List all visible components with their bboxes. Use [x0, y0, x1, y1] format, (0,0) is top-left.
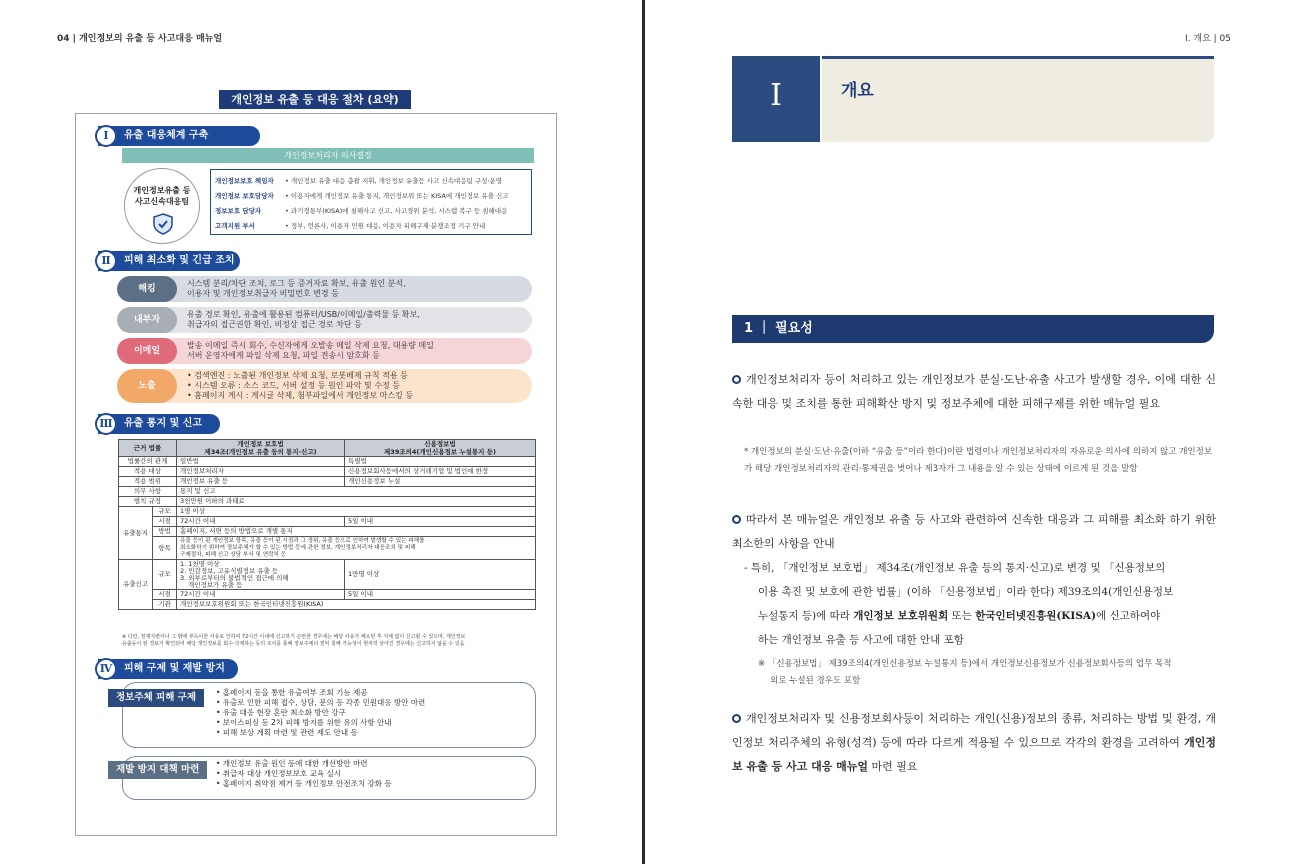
prevent-tag: 재발 방지 대책 마련 — [108, 761, 207, 779]
footnote-1: * 개인정보의 분실·도난·유출(이하 “유출 등”이라 한다)이란 법령이나 개인정보처리자의 자유로운 의사에 의하지 않고 개인정보가 해당 개인정보처리자의 관리·통제권을 벗어나 제3자가 그 내용을 알 수 있는 상태에 이르게 된 것을 말함 — [744, 447, 1213, 474]
relief-list — [216, 688, 425, 738]
table-cell — [177, 537, 536, 560]
pill-text — [177, 371, 413, 401]
note-line: 외로 누설된 경우도 포함 — [770, 676, 861, 686]
table-cell: 법률간의 관계 — [119, 457, 177, 467]
role-name: 개인정보보호 책임자 — [215, 177, 274, 185]
cell-line: 개인정보가 유출 등 — [188, 580, 243, 589]
table-row — [119, 477, 536, 487]
table-cell: 적용 대상 — [119, 467, 177, 477]
table-cell: 항목 — [153, 537, 177, 560]
page-gutter — [642, 0, 645, 864]
table-row — [119, 440, 536, 457]
list-item: • 개인정보 유출 원인 등에 대한 개선방안 마련 — [216, 759, 368, 768]
table-cell: 개인정보 유출 등 — [177, 477, 345, 487]
paragraph-text: 따라서 본 매뉴얼은 개인정보 유출 등 사고와 관련하여 신속한 대응과 그 피해를 최소화 하기 위한 최소한의 사항을 안내 — [732, 513, 1216, 550]
table-header: 근거 법률 — [119, 440, 177, 457]
dash-line: 하는 개인정보 유출 등 사고에 대한 안내 포함 — [758, 634, 964, 646]
table-cell: 3천만원 이하의 과태료 — [177, 497, 536, 507]
table-cell: 시점 — [153, 590, 177, 600]
section3-title: 유출 통지 및 신고 — [124, 418, 203, 429]
table-cell: 통지 및 신고 — [177, 487, 536, 497]
cell-line: 유출 등이 된 개인정보 항목, 유출 등이 된 시점과 그 경위, 유출 등으로 인하여 발생할 수 있는 피해를 — [180, 537, 425, 544]
role-desc: • 과기정통부(KISA)에 침해사고 신고, 사고경위 분석, 시스템 복구 등 침해대응 — [285, 207, 508, 215]
circle-bullet-icon — [732, 714, 741, 723]
pill-exposure — [117, 369, 532, 403]
pill-label: 노출 — [117, 369, 177, 403]
table-cell: 규모 — [153, 560, 177, 590]
dash-text: 에 신고하여야 — [1096, 610, 1161, 622]
table-cell: 일반법 — [177, 457, 345, 467]
role-row — [215, 188, 527, 203]
table-row — [119, 487, 536, 497]
list-item: • 피해 보상 계획 마련 및 관련 제도 안내 등 — [216, 728, 358, 737]
table-row — [119, 537, 536, 560]
table-cell: 벌칙 규정 — [119, 497, 177, 507]
table-cell: 유출통지 — [119, 507, 153, 560]
table-cell: 시점 — [153, 517, 177, 527]
note-line: ※ 「신용정보법」 제39조의4(개인신용정보 누설통지 등)에서 개인정보신용정보가 신용정보회사등의 업무 목적 — [758, 659, 1172, 669]
prevent-list — [216, 759, 392, 789]
paragraph-text: 개인정보처리자 및 신용정보회사등이 처리하는 개인(신용)정보의 종류, 처리하는 방법 및 환경, 개인정보 처리주체의 유형(성격) 등에 따라 다르게 적용될 수 있으므로 각각의 환경을 고려하여 — [732, 712, 1216, 749]
dash-bold: 한국인터넷진흥원(KISA) — [975, 610, 1097, 622]
cell-line: 3. 외부로부터의 불법적인 접근에 의해 — [180, 573, 289, 582]
table-cell: 72시간 이내 — [177, 590, 345, 600]
table-cell: 신용정보회사등에서의 상거래기업 및 법인에 한정 — [345, 467, 536, 477]
circle-bullet-icon — [732, 515, 741, 524]
dash-line — [744, 604, 1216, 628]
role-row — [215, 173, 527, 188]
running-head-left: 04 | 개인정보의 유출 등 사고대응 매뉴얼 — [57, 34, 223, 44]
cell-line: 구제절차, 피해 신고 상담 부서 및 연락처 등 — [180, 551, 287, 558]
table-row — [119, 467, 536, 477]
role-name: 고객지원 부서 — [215, 222, 255, 230]
table-row — [119, 560, 536, 590]
table-cell: 5일 이내 — [345, 517, 536, 527]
chapter-title: 개요 — [841, 81, 874, 101]
note-line: ※ 다만, 천재지변이나 그 밖에 부득이한 사유로 인하여 72시간 이내에 신고하기 곤란한 경우에는 해당 사유가 해소된 후 지체 없이 신고할 수 있으며, 개인정보 — [122, 634, 466, 640]
pill-label: 이메일 — [117, 338, 177, 364]
role-name: 정보보호 담당자 — [215, 207, 262, 215]
table-cell: 유출신고 — [119, 560, 153, 610]
section1-header — [98, 126, 260, 146]
table-row — [119, 590, 536, 600]
section1-title: 유출 대응체계 구축 — [124, 130, 209, 141]
table-cell: 기관 — [153, 600, 177, 610]
section-title-bar: 1 ｜ 필요성 — [732, 315, 1214, 343]
table-cell: 개인신용정보 누설 — [345, 477, 536, 487]
list-item: • 유출 대응 현장 혼란 최소화 방안 강구 — [216, 708, 346, 717]
pill-line: 유출 경로 확인, 유출에 활용된 컴퓨터/USB/이메일/출력물 등 확보, — [187, 310, 420, 319]
right-page — [646, 0, 1291, 864]
response-team-circle — [124, 168, 200, 244]
section1-number: Ⅰ — [95, 125, 117, 147]
list-item: • 홈페이지 취약점 제거 등 개인정보 안전조치 강화 등 — [216, 779, 392, 788]
pill-line: • 홈페이지 게시 : 게시글 삭제, 첨부파일에서 개인정보 마스킹 등 — [187, 391, 414, 400]
pill-text — [177, 341, 434, 361]
response-team-line1: 개인정보유출 등 — [133, 186, 191, 195]
role-desc: • 정부, 언론사, 이용자 민원 대응, 이용자 피해구제·분쟁조정 기구 안내 — [285, 222, 486, 230]
header-line: 개인정보 보호법 — [237, 440, 284, 448]
list-item: • 취급자 대상 개인정보보호 교육 실시 — [216, 769, 342, 778]
table-row — [119, 600, 536, 610]
paragraph-3 — [732, 707, 1216, 779]
pill-line: 서버 운영자에게 파일 삭제 요청, 파일 전송시 암호화 등 — [187, 351, 380, 360]
role-desc: • 개인정보 유출 대응 총괄 지휘, 개인정보 유출등 사고 신속대응팀 구성·운영 — [285, 177, 502, 185]
dash-text: 또는 — [948, 610, 976, 622]
table-cell — [177, 560, 345, 590]
table-row — [119, 517, 536, 527]
cell-line: 1. 1천명 이상 — [180, 559, 220, 568]
pill-line: • 검색엔진 : 노출된 개인정보 삭제 요청, 로봇배제 규칙 적용 등 — [187, 371, 408, 380]
table-cell: 방법 — [153, 527, 177, 537]
pill-text — [177, 310, 420, 330]
left-page — [0, 0, 643, 864]
role-row — [215, 203, 527, 218]
role-row — [215, 218, 527, 233]
pill-insider — [117, 307, 532, 333]
role-name: 개인정보 보호담당자 — [215, 192, 274, 200]
dash-line: - 특히, 「개인정보 보호법」 제34조(개인정보 유출 등의 통지·신고)로 변경 및 「신용정보의 — [744, 562, 1166, 574]
dash-line: 이용 촉진 및 보호에 관한 법률」(이하 「신용정보법」이라 한다) 제39조의4(개인신용정보 — [758, 586, 1174, 598]
chapter-number: Ⅰ — [732, 56, 820, 142]
shield-icon — [152, 213, 174, 235]
pill-hacking — [117, 276, 532, 302]
list-item: • 유출로 인한 피해 접수, 상담, 문의 등 각종 민원대응 방안 마련 — [216, 698, 426, 707]
summary-title: 개인정보 유출 등 대응 절차 (요약) — [219, 90, 411, 109]
section3-header — [98, 414, 220, 434]
table-header — [177, 440, 345, 457]
list-item: • 홈페이지 등을 통한 유출여부 조회 기능 제공 — [216, 688, 368, 697]
summary-box — [75, 113, 557, 836]
table-row — [119, 527, 536, 537]
table-header — [345, 440, 536, 457]
header-line: 신용정보법 — [424, 440, 456, 448]
table-cell: 규모 — [153, 507, 177, 517]
table-row — [119, 497, 536, 507]
dash-item — [744, 556, 1216, 652]
law-table-note — [122, 634, 536, 648]
section2-number: Ⅱ — [95, 250, 117, 272]
table-row — [119, 457, 536, 467]
section2-title: 피해 최소화 및 긴급 조치 — [124, 255, 235, 266]
table-cell: 1만명 이상 — [345, 560, 536, 590]
header-line: 제34조(개인정보 유출 등의 통지·신고) — [204, 448, 317, 456]
pill-line: 발송 이메일 즉시 회수, 수신자에게 오발송 메일 삭제 요청, 대용량 메일 — [187, 341, 434, 350]
table-cell: 적용 범위 — [119, 477, 177, 487]
table-cell: 개인정보보호위원회 또는 한국인터넷진흥원(KISA) — [177, 600, 536, 610]
paragraph-text: 개인정보처리자 등이 처리하고 있는 개인정보가 분실·도난·유출 사고가 발생할 경우, 이에 대한 신속한 대응 및 조치를 통한 피해확산 방지 및 정보주체에 대한 피해구제를 위한 매뉴얼 필요 — [732, 373, 1216, 410]
pill-label: 해킹 — [117, 276, 177, 302]
pill-label: 내부자 — [117, 307, 177, 333]
paragraph-text: 마련 필요 — [868, 760, 918, 773]
section4-number: Ⅳ — [95, 658, 117, 680]
response-team-line2: 사고신속대응팀 — [134, 197, 190, 206]
table-cell: 5일 이내 — [345, 590, 536, 600]
running-head-right: Ⅰ. 개요 | 05 — [1185, 34, 1231, 44]
table-cell: 개인정보처리자 — [177, 467, 345, 477]
dash-text: 누설통지 등)에 따라 — [758, 610, 854, 622]
pill-line: 이용자 및 개인정보취급자 비밀번호 변경 등 — [187, 289, 339, 298]
table-cell: 홈페이지, 서면 등의 방법으로 개별 통지 — [177, 527, 536, 537]
relief-tag: 정보주체 피해 구제 — [108, 689, 204, 707]
table-cell: 의무 사항 — [119, 487, 177, 497]
paragraph-1 — [732, 368, 1216, 416]
law-table — [118, 439, 536, 610]
circle-bullet-icon — [732, 375, 741, 384]
header-line: 제39조의4(개인신용정보 누설통지 등) — [384, 448, 496, 456]
section2-header — [98, 251, 240, 271]
chapter-title-panel — [822, 59, 1214, 142]
decision-bar: 개인정보처리자 의사결정 — [122, 148, 534, 163]
paragraph-2 — [732, 508, 1216, 556]
pill-text — [177, 279, 406, 299]
table-cell: 특별법 — [345, 457, 536, 467]
role-box — [210, 169, 532, 235]
cell-line: 2. 민감정보, 고유식별정보 유출 등 — [180, 566, 279, 575]
role-desc: • 이용자에게 개인정보 유출 통지, 개인정보위 또는 KISA에 개인정보 유출 신고 — [285, 192, 509, 200]
table-cell: 1명 이상 — [177, 507, 536, 517]
pill-line: • 시스템 오류 : 소스 코드, 서버 설정 등 원인 파악 및 수정 등 — [187, 381, 401, 390]
pill-email — [117, 338, 532, 364]
footnote-2 — [758, 656, 1216, 690]
table-cell: 72시간 이내 — [177, 517, 345, 527]
cell-line: 최소화하기 위하여 정보주체가 할 수 있는 방법 등에 관한 정보, 개인정보처리자 대응조치 및 피해 — [180, 544, 416, 551]
section4-header — [98, 659, 238, 679]
paragraph-bold: 개인정보 유출 등 사고 대응 매뉴얼 — [732, 736, 1216, 773]
pill-line: 취급자의 접근권한 확인, 비정상 접근 경로 차단 등 — [187, 320, 362, 329]
note-line: 유출등이 된 경로가 확인되어 해당 개인정보를 회수·삭제하는 등의 조치를 통해 정보주체의 권익 침해 가능성이 현저히 낮아진 경우에는 신고하지 않을 수 있음 — [122, 641, 465, 647]
table-row — [119, 507, 536, 517]
section4-title: 피해 구제 및 재발 방지 — [124, 663, 225, 674]
dash-bold: 개인정보 보호위원회 — [853, 610, 949, 622]
section3-number: Ⅲ — [95, 413, 117, 435]
list-item: • 보이스피싱 등 2차 피해 방지를 위한 유의 사항 안내 — [216, 718, 392, 727]
pill-line: 시스템 분리/차단 조치, 로그 등 증거자료 확보, 유출 원인 분석, — [187, 279, 406, 288]
